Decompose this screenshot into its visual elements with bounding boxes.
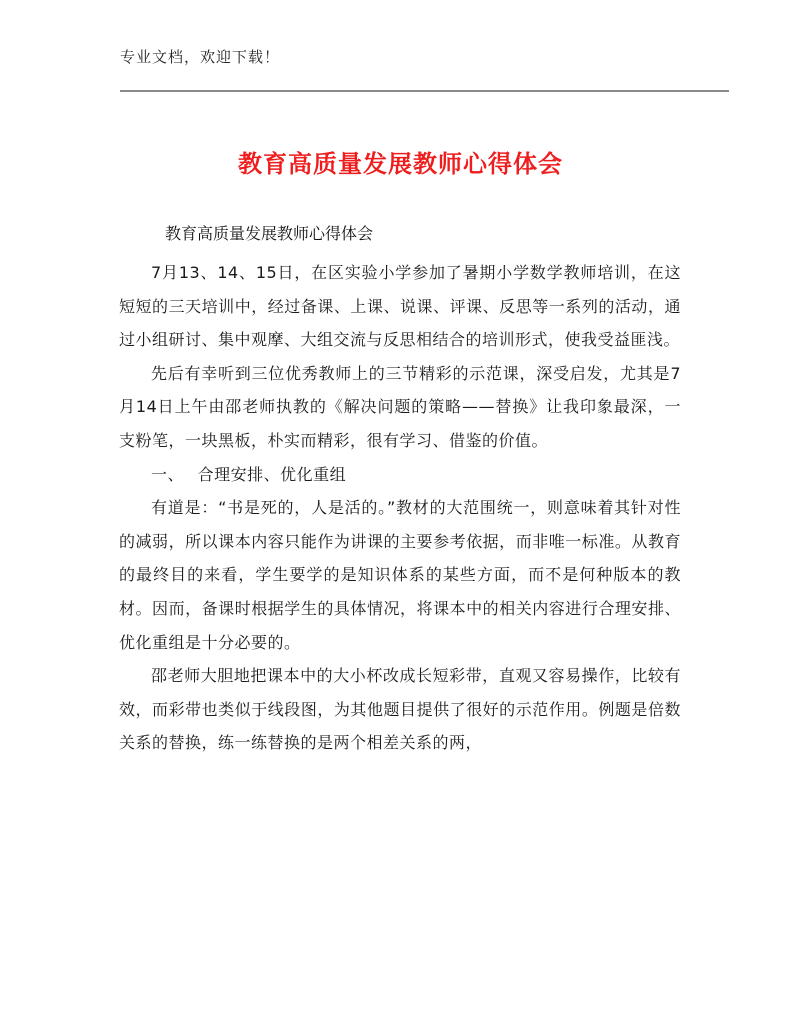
- paragraph-ribbons: 邵老师大胆地把课本中的大小杯改成长短彩带，直观又容易操作，比较有效，而彩带也类似于线段图，为其他题目提供了很好的示范作用。例题是倍数关系的替换，练一练替换的是两个相差关系的两，: [119, 666, 681, 753]
- paragraph-demo-lessons: 先后有幸听到三位优秀教师上的三节精彩的示范课，深受启发，尤其是7月14日上午由邵老师执教的《解决问题的策略——替换》让我印象最深，一支粉笔，一块黑板，朴实而精彩，很有学习、借鉴的价值。: [119, 363, 681, 450]
- paragraph-textbook: 有道是：“书是死的，人是活的。”教材的大范围统一，则意味着其针对性的减弱，所以课本内容只能作为讲课的主要参考依据，而非唯一标准。从教育的最终目的来看，学生要学的是知识体系的某些方面，而不是何种版本的教材。因而，备课时根据学生的具体情况，将课本中的相关内容进行合理安排、优化重组是十分必要的。: [119, 498, 681, 652]
- header-divider: [120, 90, 729, 92]
- document-body: [119, 256, 681, 760]
- paragraph-training-intro: 7月13、14、15日，在区实验小学参加了暑期小学数学教师培训，在这短短的三天培训中，经过备课、上课、说课、评课、反思等一系列的活动，通过小组研讨、集中观摩、大组交流与反思相结合的培训形式，使我受益匪浅。: [119, 263, 681, 350]
- document-subtitle: 教育高质量发展教师心得体会: [165, 224, 374, 243]
- header-note: 专业文档，欢迎下载！: [120, 48, 281, 66]
- document-title: 教育高质量发展教师心得体会: [238, 150, 563, 178]
- section-heading-1: 一、 合理安排、优化重组: [151, 464, 347, 484]
